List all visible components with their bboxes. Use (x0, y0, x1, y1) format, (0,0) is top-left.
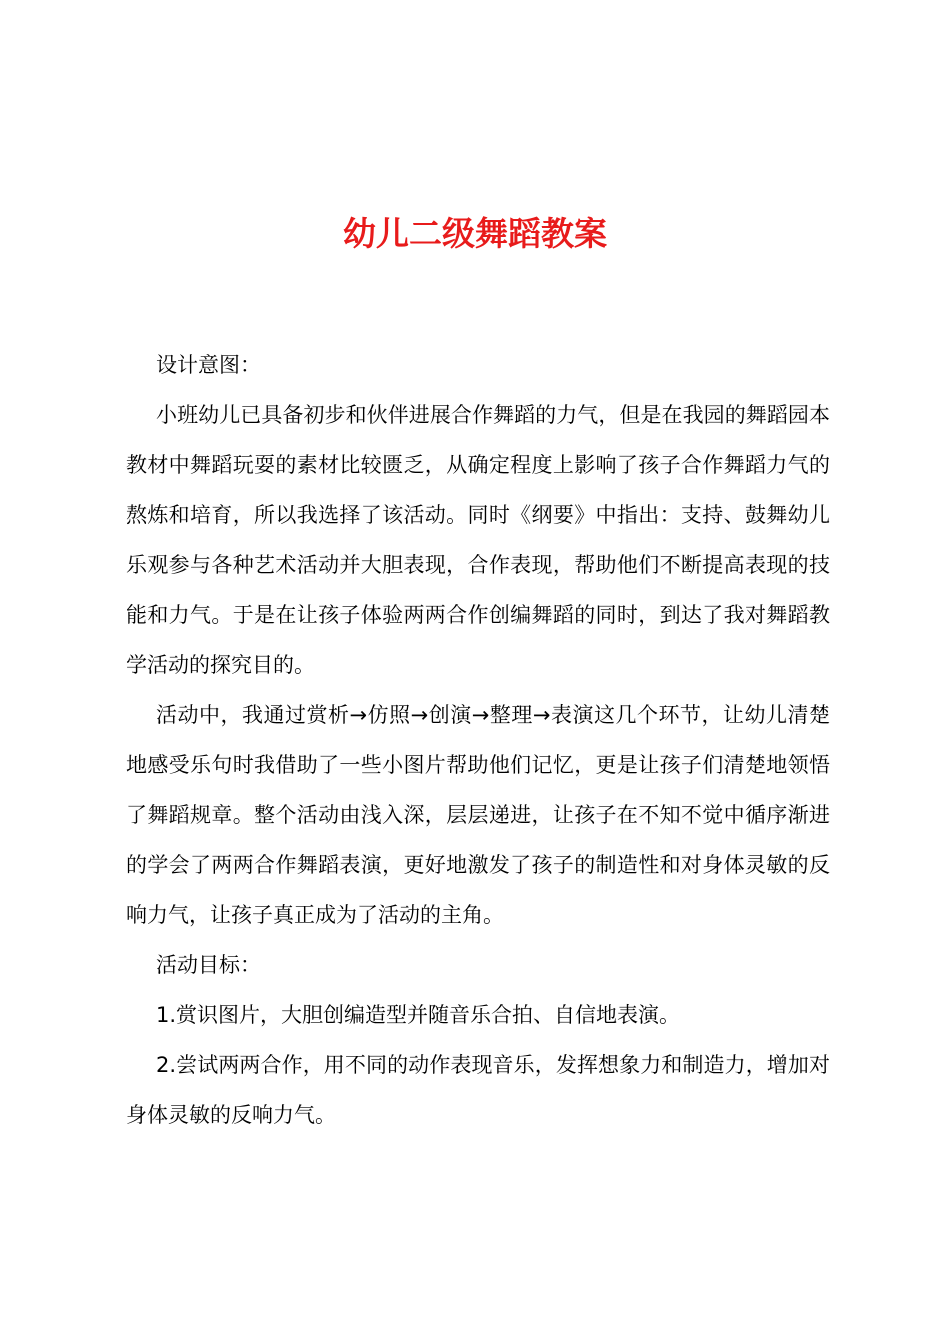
goal-item-1: 1.赏识图片，大胆创编造型并随音乐合拍、自信地表演。 (156, 1003, 681, 1027)
section-heading-design-intent: 设计意图： (156, 353, 261, 377)
document-title: 幼儿二级舞蹈教案 (343, 214, 607, 253)
paragraph-activity-process: 活动中，我通过赏析→仿照→创演→整理→表演这几个环节，让幼儿清楚地感受乐句时我借助了一些小图片帮助他们记忆，更是让孩子们清楚地领悟了舞蹈规章。整个活动由浅入深，层层递进，让孩子在不知不觉中循序渐进的学会了两两合作舞蹈表演，更好地激发了孩子的制造性和对身体灵敏的反响力气，让孩子真正成为了活动的主角。 (126, 703, 830, 927)
section-heading-activity-goals: 活动目标： (156, 953, 261, 977)
goal-item-2: 2.尝试两两合作，用不同的动作表现音乐，发挥想象力和制造力，增加对身体灵敏的反响力气。 (126, 1053, 830, 1127)
document-body (126, 340, 830, 1140)
paragraph-design-intent: 小班幼儿已具备初步和伙伴进展合作舞蹈的力气，但是在我园的舞蹈园本教材中舞蹈玩耍的素材比较匮乏，从确定程度上影响了孩子合作舞蹈力气的熬炼和培育，所以我选择了该活动。同时《纲要》中指出：支持、鼓舞幼儿乐观参与各种艺术活动并大胆表现，合作表现，帮助他们不断提高表现的技能和力气。于是在让孩子体验两两合作创编舞蹈的同时，到达了我对舞蹈教学活动的探究目的。 (126, 403, 830, 677)
